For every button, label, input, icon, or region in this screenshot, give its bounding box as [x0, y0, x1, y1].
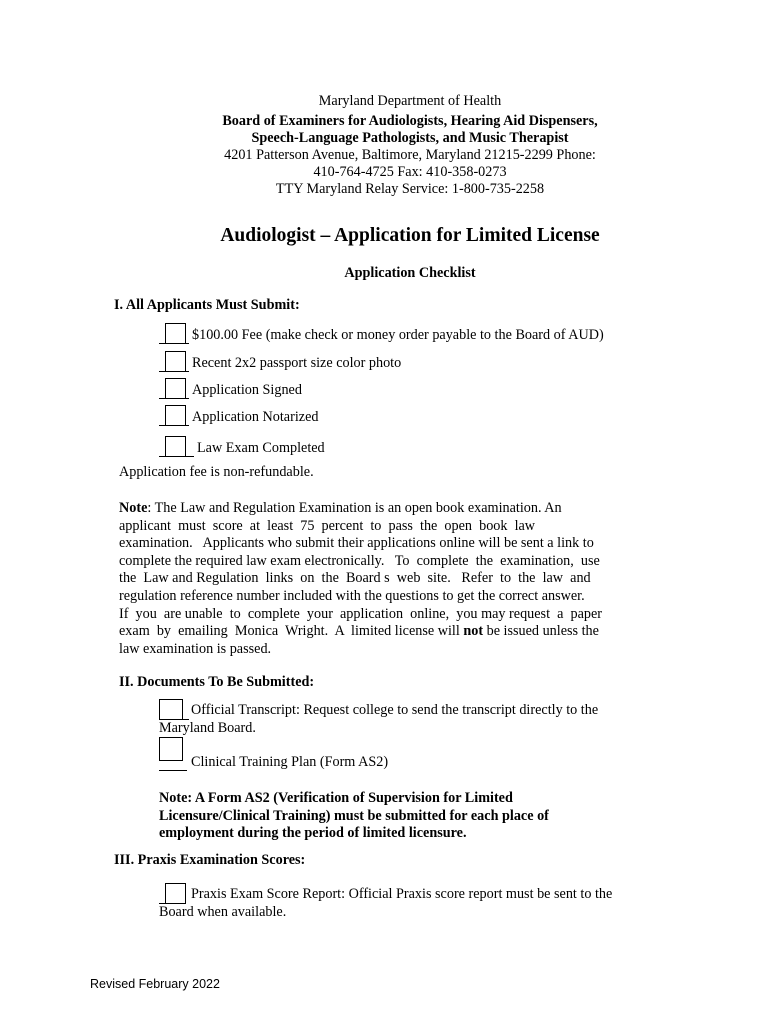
tty-line: TTY Maryland Relay Service: 1-800-735-2258: [275, 181, 545, 197]
section3-heading: III. Praxis Examination Scores:: [114, 852, 306, 868]
fee-note: Application fee is non-refundable.: [119, 464, 314, 480]
checklist-item-praxis: Praxis Exam Score Report: Official Praxis score report must be sent to the Board when available.: [159, 883, 659, 922]
checklist-item-notarized: Application Notarized: [159, 405, 318, 426]
department-name: Maryland Department of Health: [318, 93, 502, 109]
checkbox-signed[interactable]: [165, 378, 186, 399]
checkbox-photo[interactable]: [165, 351, 186, 372]
page-subtitle: Application Checklist: [344, 265, 476, 281]
checkbox-praxis[interactable]: [165, 883, 186, 904]
note-label: Note: [119, 500, 148, 516]
address-line1: 4201 Patterson Avenue, Baltimore, Maryland 21215-2299 Phone:: [224, 147, 596, 163]
checklist-item-fee: $100.00 Fee (make check or money order payable to the Board of AUD): [159, 323, 604, 344]
law-exam-note: Note: The Law and Regulation Examination is an open book examination. An applicant must score at least 75 percent to pass the open book law examination. Applicants who submit their applications online will be sent a link to complete the required law exam electronically. To complete the examination, use the Law and Regulation links on the Board s web site. Refer to the law and regulation reference number included with the questions to get the correct answer. If you are unable to complete your application online, you may request a paper exam by emailing Monica Wright. A limited license will not be issued unless the law examination is passed.: [119, 500, 603, 657]
board-name-line2: Speech-Language Pathologists, and Music Therapist: [251, 130, 569, 146]
phone-fax-line: 410-764-4725 Fax: 410-358-0273: [313, 164, 507, 180]
section2-heading: II. Documents To Be Submitted:: [119, 674, 315, 690]
checklist-item-photo: Recent 2x2 passport size color photo: [159, 351, 401, 372]
form-as2-note: Note: A Form AS2 (Verification of Supervision for Limited Licensure/Clinical Training) must be submitted for each place of employment during the period of limited licensure.: [159, 790, 549, 842]
section1-heading: I. All Applicants Must Submit:: [114, 297, 300, 313]
revision-date: Revised February 2022: [90, 977, 220, 991]
checkbox-fee[interactable]: [165, 323, 186, 344]
page-title: Audiologist – Application for Limited License: [220, 225, 600, 246]
checkbox-transcript[interactable]: [159, 699, 183, 720]
checkbox-law-exam[interactable]: [165, 436, 186, 457]
board-name-line1: Board of Examiners for Audiologists, Hearing Aid Dispensers,: [222, 113, 598, 129]
checklist-item-signed: Application Signed: [159, 378, 302, 399]
checklist-item-law-exam: Law Exam Completed: [159, 436, 325, 457]
checkbox-notarized[interactable]: [165, 405, 186, 426]
checklist-item-transcript: Official Transcript: Request college to send the transcript directly to the Maryland Board.: [159, 699, 659, 738]
clinical-plan-line: Clinical Training Plan (Form AS2): [159, 754, 388, 771]
